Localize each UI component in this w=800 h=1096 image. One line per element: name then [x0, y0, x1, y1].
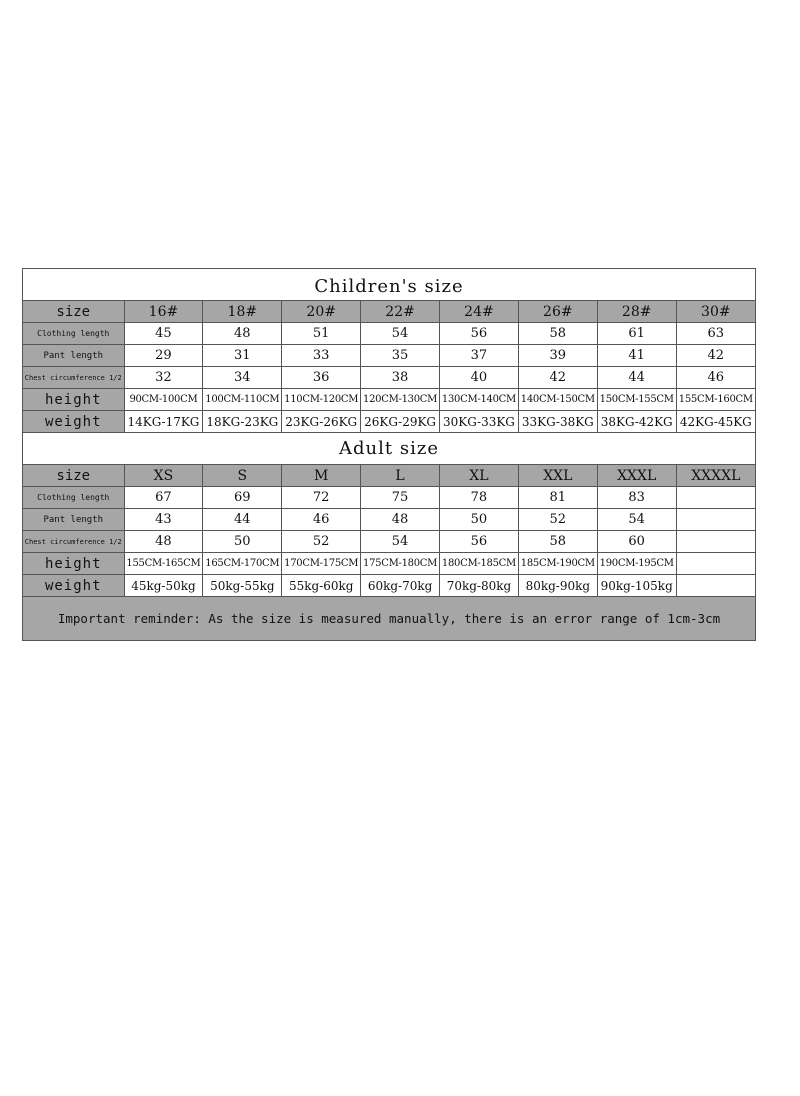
table-cell: [676, 487, 755, 509]
table-cell: 69: [203, 487, 282, 509]
size-header: 30#: [676, 301, 755, 323]
table-cell: 56: [440, 323, 519, 345]
table-row: [23, 345, 755, 367]
table-cell: 63: [676, 323, 755, 345]
row-label-height: height: [23, 553, 124, 575]
table-cell: 72: [282, 487, 361, 509]
table-cell: 54: [361, 323, 440, 345]
table-cell: 43: [124, 509, 203, 531]
table-cell: 39: [518, 345, 597, 367]
table-cell: 83: [597, 487, 676, 509]
table-cell: 55kg-60kg: [282, 575, 361, 597]
table-row: [23, 411, 755, 433]
table-cell: 46: [282, 509, 361, 531]
table-row: [23, 389, 755, 411]
size-header: S: [203, 465, 282, 487]
table-cell: 165CM-170CM: [203, 553, 282, 575]
table-cell: 140CM-150CM: [518, 389, 597, 411]
row-label-clothing-length: Clothing length: [23, 323, 124, 345]
table-row: [23, 575, 755, 597]
table-cell: 52: [518, 509, 597, 531]
table-cell: 42KG-45KG: [676, 411, 755, 433]
table-row: [23, 553, 755, 575]
measurement-reminder: Important reminder: As the size is measured manually, there is an error range of 1cm-3cm: [23, 597, 755, 641]
table-cell: 51: [282, 323, 361, 345]
table-cell: 38KG-42KG: [597, 411, 676, 433]
table-cell: 150CM-155CM: [597, 389, 676, 411]
table-cell: [676, 553, 755, 575]
row-label-chest-circumference: Chest circumference 1/2: [23, 531, 124, 553]
row-label-weight: weight: [23, 575, 124, 597]
table-cell: 70kg-80kg: [440, 575, 519, 597]
table-cell: 48: [203, 323, 282, 345]
table-cell: [676, 509, 755, 531]
size-header: XXXXL: [676, 465, 755, 487]
table-cell: 45: [124, 323, 203, 345]
table-cell: 29: [124, 345, 203, 367]
size-header: XS: [124, 465, 203, 487]
size-header: XXL: [518, 465, 597, 487]
table-cell: 36: [282, 367, 361, 389]
table-cell: 58: [518, 323, 597, 345]
table-cell: 61: [597, 323, 676, 345]
table-cell: 81: [518, 487, 597, 509]
table-cell: 48: [361, 509, 440, 531]
table-header-row: [23, 301, 755, 323]
table-cell: 50kg-55kg: [203, 575, 282, 597]
table-row: [23, 531, 755, 553]
table-cell: 175CM-180CM: [361, 553, 440, 575]
table-cell: 37: [440, 345, 519, 367]
table-cell: 120CM-130CM: [361, 389, 440, 411]
size-header: 24#: [440, 301, 519, 323]
table-cell: 78: [440, 487, 519, 509]
table-cell: 60: [597, 531, 676, 553]
table-cell: 30KG-33KG: [440, 411, 519, 433]
size-header: XXXL: [597, 465, 676, 487]
table-cell: 33KG-38KG: [518, 411, 597, 433]
children-size-table: [23, 301, 755, 433]
size-header: 16#: [124, 301, 203, 323]
table-row: [23, 509, 755, 531]
table-cell: 40: [440, 367, 519, 389]
size-header-label: size: [23, 465, 124, 487]
size-header: 26#: [518, 301, 597, 323]
size-chart: [22, 268, 756, 641]
table-cell: 45kg-50kg: [124, 575, 203, 597]
table-cell: [676, 575, 755, 597]
table-cell: 190CM-195CM: [597, 553, 676, 575]
adult-size-title: Adult size: [23, 433, 755, 465]
size-header: XL: [440, 465, 519, 487]
adult-size-table: [23, 465, 755, 597]
table-cell: 41: [597, 345, 676, 367]
children-size-title: Children's size: [23, 269, 755, 301]
table-cell: 14KG-17KG: [124, 411, 203, 433]
table-cell: 100CM-110CM: [203, 389, 282, 411]
table-cell: 46: [676, 367, 755, 389]
table-cell: 60kg-70kg: [361, 575, 440, 597]
table-cell: 75: [361, 487, 440, 509]
size-header: L: [361, 465, 440, 487]
table-cell: 130CM-140CM: [440, 389, 519, 411]
table-cell: 185CM-190CM: [518, 553, 597, 575]
table-cell: 170CM-175CM: [282, 553, 361, 575]
table-cell: 48: [124, 531, 203, 553]
table-cell: 155CM-160CM: [676, 389, 755, 411]
size-header: M: [282, 465, 361, 487]
table-cell: 90CM-100CM: [124, 389, 203, 411]
table-cell: 110CM-120CM: [282, 389, 361, 411]
row-label-clothing-length: Clothing length: [23, 487, 124, 509]
table-row: [23, 323, 755, 345]
table-cell: 54: [361, 531, 440, 553]
row-label-pant-length: Pant length: [23, 345, 124, 367]
table-cell: 90kg-105kg: [597, 575, 676, 597]
size-header: 28#: [597, 301, 676, 323]
size-header-label: size: [23, 301, 124, 323]
row-label-height: height: [23, 389, 124, 411]
table-cell: 42: [676, 345, 755, 367]
row-label-pant-length: Pant length: [23, 509, 124, 531]
table-cell: 26KG-29KG: [361, 411, 440, 433]
table-cell: 56: [440, 531, 519, 553]
table-cell: 58: [518, 531, 597, 553]
table-row: [23, 487, 755, 509]
table-cell: 180CM-185CM: [440, 553, 519, 575]
table-cell: 52: [282, 531, 361, 553]
table-cell: 31: [203, 345, 282, 367]
size-header: 18#: [203, 301, 282, 323]
table-cell: 34: [203, 367, 282, 389]
table-cell: 44: [203, 509, 282, 531]
table-cell: 35: [361, 345, 440, 367]
row-label-chest-circumference: Chest circumference 1/2: [23, 367, 124, 389]
table-cell: 38: [361, 367, 440, 389]
table-cell: 155CM-165CM: [124, 553, 203, 575]
table-cell: 44: [597, 367, 676, 389]
table-cell: 50: [203, 531, 282, 553]
table-cell: 67: [124, 487, 203, 509]
table-header-row: [23, 465, 755, 487]
table-cell: [676, 531, 755, 553]
table-cell: 42: [518, 367, 597, 389]
table-cell: 18KG-23KG: [203, 411, 282, 433]
table-cell: 33: [282, 345, 361, 367]
table-cell: 50: [440, 509, 519, 531]
row-label-weight: weight: [23, 411, 124, 433]
table-cell: 80kg-90kg: [518, 575, 597, 597]
size-header: 22#: [361, 301, 440, 323]
size-header: 20#: [282, 301, 361, 323]
table-row: [23, 367, 755, 389]
table-cell: 23KG-26KG: [282, 411, 361, 433]
table-cell: 54: [597, 509, 676, 531]
table-cell: 32: [124, 367, 203, 389]
